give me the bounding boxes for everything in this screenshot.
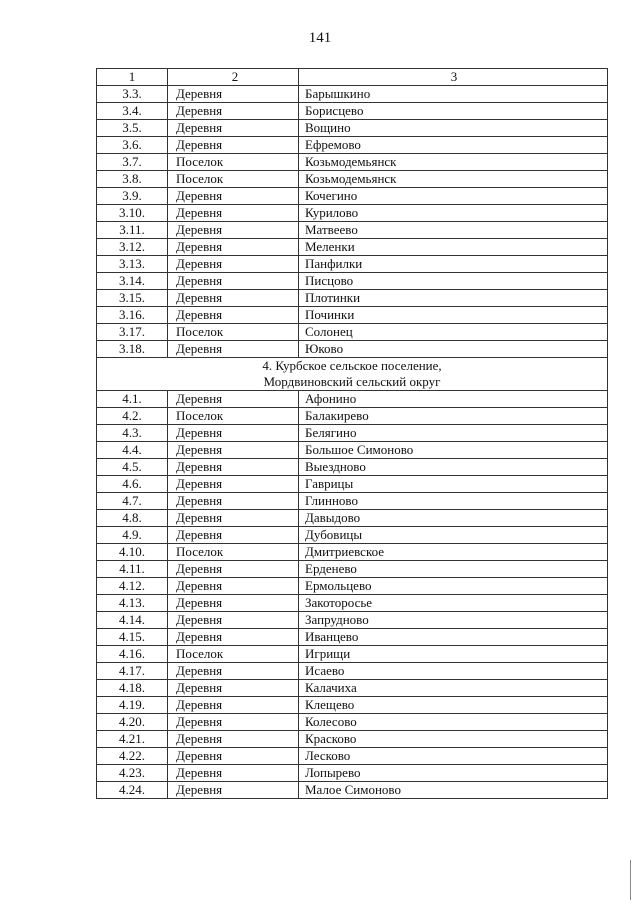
table-row — [97, 612, 608, 629]
settlement-type: Деревня — [168, 256, 299, 273]
row-number: 4.21. — [97, 731, 168, 748]
table-row — [97, 442, 608, 459]
settlement-name: Дубовицы — [299, 527, 608, 544]
settlement-name: Барышкино — [299, 86, 608, 103]
settlement-type: Деревня — [168, 714, 299, 731]
table-row — [97, 120, 608, 137]
settlement-name: Выездново — [299, 459, 608, 476]
settlement-type: Деревня — [168, 442, 299, 459]
row-number: 3.11. — [97, 222, 168, 239]
settlement-type: Поселок — [168, 154, 299, 171]
settlement-name: Вощино — [299, 120, 608, 137]
settlement-type: Деревня — [168, 103, 299, 120]
table-row — [97, 341, 608, 358]
settlement-name: Лесково — [299, 748, 608, 765]
settlement-type: Деревня — [168, 663, 299, 680]
settlement-name: Козьмодемьянск — [299, 154, 608, 171]
scan-margin-line — [630, 860, 631, 900]
settlement-name: Панфилки — [299, 256, 608, 273]
table-body-section-4 — [97, 391, 608, 799]
row-number: 4.24. — [97, 782, 168, 799]
settlement-type: Деревня — [168, 510, 299, 527]
settlement-name: Ерденево — [299, 561, 608, 578]
table-row — [97, 256, 608, 273]
settlement-type: Деревня — [168, 680, 299, 697]
settlement-name: Афонино — [299, 391, 608, 408]
row-number: 3.3. — [97, 86, 168, 103]
row-number: 4.3. — [97, 425, 168, 442]
section-title-line-2: Мордвиновский сельский округ — [263, 374, 441, 389]
table-row — [97, 680, 608, 697]
table-row — [97, 561, 608, 578]
settlement-name: Починки — [299, 307, 608, 324]
row-number: 4.23. — [97, 765, 168, 782]
table-row — [97, 459, 608, 476]
row-number: 4.16. — [97, 646, 168, 663]
settlement-name: Матвеево — [299, 222, 608, 239]
row-number: 4.10. — [97, 544, 168, 561]
table-row — [97, 646, 608, 663]
settlement-name: Ермольцево — [299, 578, 608, 595]
settlement-type: Деревня — [168, 765, 299, 782]
row-number: 3.8. — [97, 171, 168, 188]
settlement-type: Деревня — [168, 459, 299, 476]
page-number: 141 — [308, 30, 332, 46]
settlements-table — [96, 68, 608, 799]
row-number: 3.14. — [97, 273, 168, 290]
table-row — [97, 544, 608, 561]
row-number: 4.19. — [97, 697, 168, 714]
table-header-row — [97, 69, 608, 86]
settlement-type: Деревня — [168, 527, 299, 544]
table-row — [97, 578, 608, 595]
settlement-name: Курилово — [299, 205, 608, 222]
settlement-name: Запрудново — [299, 612, 608, 629]
settlement-name: Давыдово — [299, 510, 608, 527]
column-header-name: 3 — [299, 69, 608, 86]
settlement-name: Красково — [299, 731, 608, 748]
row-number: 4.17. — [97, 663, 168, 680]
table-row — [97, 307, 608, 324]
table-row — [97, 493, 608, 510]
table-row — [97, 782, 608, 799]
settlement-name: Колесово — [299, 714, 608, 731]
row-number: 4.22. — [97, 748, 168, 765]
settlement-name: Лопырево — [299, 765, 608, 782]
row-number: 3.5. — [97, 120, 168, 137]
settlement-name: Плотинки — [299, 290, 608, 307]
table-row — [97, 408, 608, 425]
settlement-type: Деревня — [168, 561, 299, 578]
row-number: 4.18. — [97, 680, 168, 697]
table-section-heading — [97, 358, 608, 391]
row-number: 4.2. — [97, 408, 168, 425]
row-number: 3.10. — [97, 205, 168, 222]
settlement-name: Юково — [299, 341, 608, 358]
settlement-type: Деревня — [168, 205, 299, 222]
settlement-type: Поселок — [168, 324, 299, 341]
table-row — [97, 103, 608, 120]
row-number: 3.17. — [97, 324, 168, 341]
table-row — [97, 629, 608, 646]
table-row — [97, 239, 608, 256]
settlement-type: Деревня — [168, 188, 299, 205]
row-number: 3.6. — [97, 137, 168, 154]
settlement-type: Деревня — [168, 120, 299, 137]
settlement-name: Белягино — [299, 425, 608, 442]
table-row — [97, 273, 608, 290]
settlement-type: Деревня — [168, 612, 299, 629]
settlement-type: Деревня — [168, 782, 299, 799]
section-title-cell — [97, 358, 608, 391]
settlement-name: Гаврицы — [299, 476, 608, 493]
section-title-line-1: 4. Курбское сельское поселение, — [262, 358, 442, 373]
table-body-section-3 — [97, 86, 608, 358]
row-number: 3.12. — [97, 239, 168, 256]
section-row — [97, 358, 608, 391]
settlement-type: Деревня — [168, 697, 299, 714]
settlement-type: Поселок — [168, 408, 299, 425]
settlement-type: Деревня — [168, 137, 299, 154]
settlement-name: Иванцево — [299, 629, 608, 646]
table-row — [97, 731, 608, 748]
row-number: 4.5. — [97, 459, 168, 476]
table-row — [97, 154, 608, 171]
table-row — [97, 663, 608, 680]
settlement-type: Поселок — [168, 646, 299, 663]
settlement-type: Деревня — [168, 86, 299, 103]
table-row — [97, 476, 608, 493]
settlement-name: Писцово — [299, 273, 608, 290]
settlement-type: Деревня — [168, 578, 299, 595]
settlement-type: Деревня — [168, 731, 299, 748]
row-number: 4.11. — [97, 561, 168, 578]
table-row — [97, 748, 608, 765]
table-row — [97, 324, 608, 341]
table-row — [97, 765, 608, 782]
settlement-name: Солонец — [299, 324, 608, 341]
settlement-type: Деревня — [168, 595, 299, 612]
settlement-name: Меленки — [299, 239, 608, 256]
row-number: 4.14. — [97, 612, 168, 629]
table-row — [97, 290, 608, 307]
row-number: 4.8. — [97, 510, 168, 527]
row-number: 4.20. — [97, 714, 168, 731]
row-number: 3.9. — [97, 188, 168, 205]
column-header-number: 1 — [97, 69, 168, 86]
row-number: 3.18. — [97, 341, 168, 358]
row-number: 4.9. — [97, 527, 168, 544]
settlement-type: Деревня — [168, 425, 299, 442]
settlement-name: Игрищи — [299, 646, 608, 663]
settlement-name: Балакирево — [299, 408, 608, 425]
settlement-name: Глинново — [299, 493, 608, 510]
settlement-type: Деревня — [168, 290, 299, 307]
row-number: 3.7. — [97, 154, 168, 171]
row-number: 3.13. — [97, 256, 168, 273]
table-row — [97, 510, 608, 527]
row-number: 4.1. — [97, 391, 168, 408]
settlement-name: Кочегино — [299, 188, 608, 205]
row-number: 3.15. — [97, 290, 168, 307]
row-number: 4.12. — [97, 578, 168, 595]
table-row — [97, 188, 608, 205]
table-row — [97, 222, 608, 239]
settlement-name: Клещево — [299, 697, 608, 714]
table-row — [97, 137, 608, 154]
settlement-type: Деревня — [168, 341, 299, 358]
settlement-name: Малое Симоново — [299, 782, 608, 799]
settlement-type: Деревня — [168, 391, 299, 408]
table-row — [97, 391, 608, 408]
settlement-type: Деревня — [168, 748, 299, 765]
table-row — [97, 86, 608, 103]
table-row — [97, 171, 608, 188]
settlement-type: Деревня — [168, 629, 299, 646]
settlement-type: Поселок — [168, 544, 299, 561]
table-row — [97, 595, 608, 612]
table-row — [97, 527, 608, 544]
settlement-type: Деревня — [168, 493, 299, 510]
settlement-name: Большое Симоново — [299, 442, 608, 459]
row-number: 4.6. — [97, 476, 168, 493]
table-row — [97, 425, 608, 442]
settlement-type: Деревня — [168, 222, 299, 239]
table-row — [97, 714, 608, 731]
row-number: 4.13. — [97, 595, 168, 612]
settlement-type: Деревня — [168, 273, 299, 290]
row-number: 3.4. — [97, 103, 168, 120]
settlement-name: Исаево — [299, 663, 608, 680]
settlement-name: Закоторосье — [299, 595, 608, 612]
settlement-type: Деревня — [168, 476, 299, 493]
row-number: 4.4. — [97, 442, 168, 459]
column-header-type: 2 — [168, 69, 299, 86]
table-row — [97, 697, 608, 714]
settlement-name: Калачиха — [299, 680, 608, 697]
table-row — [97, 205, 608, 222]
settlement-name: Ефремово — [299, 137, 608, 154]
settlement-type: Деревня — [168, 307, 299, 324]
settlement-name: Козьмодемьянск — [299, 171, 608, 188]
settlement-name: Дмитриевское — [299, 544, 608, 561]
row-number: 3.16. — [97, 307, 168, 324]
settlement-name: Борисцево — [299, 103, 608, 120]
settlement-type: Поселок — [168, 171, 299, 188]
row-number: 4.15. — [97, 629, 168, 646]
row-number: 4.7. — [97, 493, 168, 510]
settlement-type: Деревня — [168, 239, 299, 256]
